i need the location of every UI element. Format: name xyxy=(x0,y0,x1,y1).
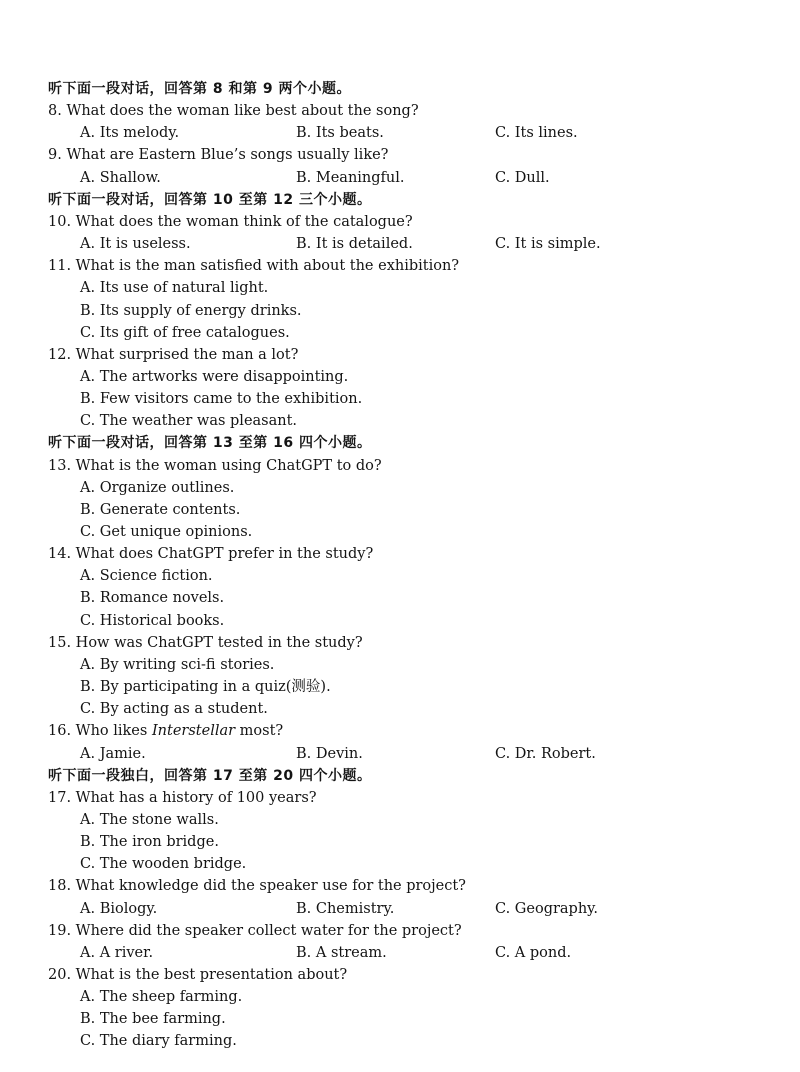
question-stem: 11. What is the man satisfied with about the exhibition? xyxy=(48,258,460,275)
answer-option: B. The iron bridge. xyxy=(80,834,219,851)
question-stem: 17. What has a history of 100 years? xyxy=(48,789,317,806)
answer-option: B. It is detailed. xyxy=(296,236,413,253)
answer-option: A. Its melody. xyxy=(80,125,180,142)
answer-option: B. Few visitors came to the exhibition. xyxy=(80,391,363,408)
answer-option: A. Biology. xyxy=(80,900,158,917)
answer-option: C. By acting as a student. xyxy=(80,701,268,718)
question-stem xyxy=(48,722,283,740)
answer-option: A. By writing sci-fi stories. xyxy=(80,656,275,673)
answer-option: A. The stone walls. xyxy=(80,811,219,828)
answer-option: A. Its use of natural light. xyxy=(80,280,269,297)
answer-option: C. Get unique opinions. xyxy=(80,524,253,540)
answer-option: B. Generate contents. xyxy=(80,501,241,518)
answer-option: C. The wooden bridge. xyxy=(80,856,247,873)
question-stem: 8. What does the woman like best about the song? xyxy=(48,103,419,120)
answer-option: C. The weather was pleasant. xyxy=(80,413,298,430)
question-stem: 10. What does the woman think of the catalogue? xyxy=(48,213,413,230)
answer-option: C. A pond. xyxy=(495,944,572,961)
question-stem: 19. Where did the speaker collect water for the project? xyxy=(48,922,462,939)
question-text: 16. Who likes xyxy=(48,723,152,740)
answer-option: A. The artworks were disappointing. xyxy=(80,368,349,385)
section-instruction: 听下面一段独白，回答第 17 至第 20 四个小题。 xyxy=(48,767,372,784)
answer-option: B. Romance novels. xyxy=(80,590,225,607)
answer-option: B. A stream. xyxy=(296,944,387,961)
answer-option: B. Devin. xyxy=(296,745,363,762)
section-instruction: 听下面一段对话，回答第 8 和第 9 两个小题。 xyxy=(48,81,351,97)
answer-option: A. Shallow. xyxy=(80,169,161,186)
question-stem: 14. What does ChatGPT prefer in the study? xyxy=(48,546,374,563)
answer-option: B. Meaningful. xyxy=(296,169,405,186)
section-instruction: 听下面一段对话，回答第 10 至第 12 三个小题。 xyxy=(48,191,372,208)
film-title: Interstellar xyxy=(151,723,236,740)
answer-option: C. Historical books. xyxy=(80,612,225,629)
answer-option: B. Its supply of energy drinks. xyxy=(80,302,302,319)
question-stem: 20. What is the best presentation about? xyxy=(48,967,348,983)
answer-option: C. Geography. xyxy=(495,900,599,917)
answer-option: C. Dull. xyxy=(495,169,550,186)
question-text: most? xyxy=(235,723,284,740)
answer-option: A. The sheep farming. xyxy=(80,989,243,1006)
answer-option: A. A river. xyxy=(80,944,154,961)
answer-option: A. Science fiction. xyxy=(80,568,213,585)
answer-option: C. Its lines. xyxy=(495,125,578,142)
question-stem: 12. What surprised the man a lot? xyxy=(48,346,299,363)
answer-option: C. The diary farming. xyxy=(80,1033,237,1050)
answer-option: A. It is useless. xyxy=(80,236,191,253)
answer-option: C. Dr. Robert. xyxy=(495,745,596,762)
answer-option: B. The bee farming. xyxy=(80,1011,226,1028)
answer-option: B. By participating in a quiz(测验). xyxy=(80,679,331,696)
answer-option: A. Organize outlines. xyxy=(80,479,235,496)
answer-option: C. Its gift of free catalogues. xyxy=(80,324,290,341)
answer-option: B. Chemistry. xyxy=(296,900,395,917)
question-stem: 9. What are Eastern Blue’s songs usually like? xyxy=(48,147,389,164)
question-stem: 13. What is the woman using ChatGPT to do? xyxy=(48,457,382,474)
answer-option: B. Its beats. xyxy=(296,125,384,142)
section-instruction: 听下面一段对话，回答第 13 至第 16 四个小题。 xyxy=(48,435,372,452)
question-stem: 15. How was ChatGPT tested in the study? xyxy=(48,634,363,651)
answer-option: C. It is simple. xyxy=(495,236,601,253)
answer-option: A. Jamie. xyxy=(80,745,146,762)
question-stem: 18. What knowledge did the speaker use for the project? xyxy=(48,878,466,895)
